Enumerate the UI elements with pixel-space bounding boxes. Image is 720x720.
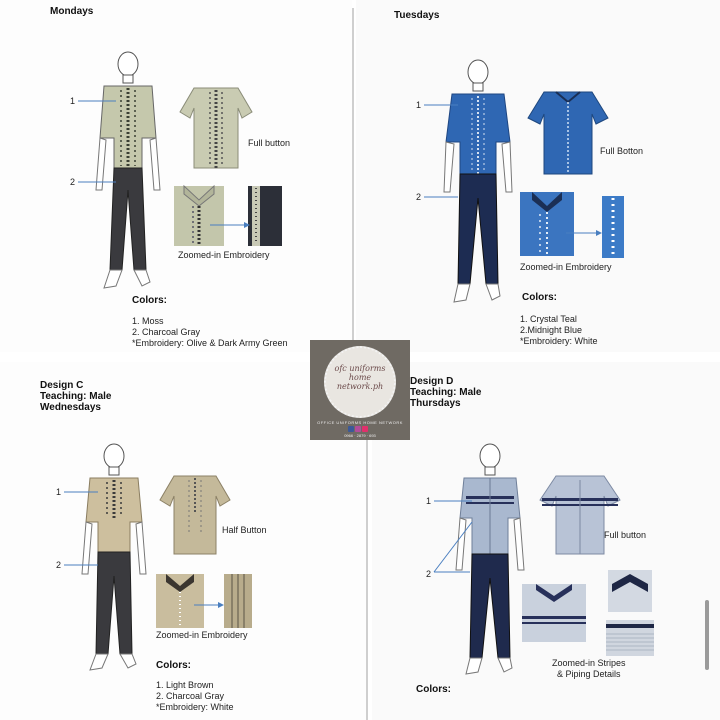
callout-line-2	[78, 180, 118, 184]
colors-list: 1. Crystal Teal 2.Midnight Blue *Embroidery: White	[520, 314, 598, 346]
zoom-arrow	[566, 230, 602, 236]
callout-line-2	[434, 522, 474, 576]
callout-1: 1	[416, 100, 422, 110]
colors-title: Colors:	[132, 295, 167, 306]
callout-line-1	[64, 490, 100, 494]
style-label: Full button	[604, 530, 647, 540]
callout-2: 2	[416, 192, 422, 202]
design-c-shirt-photo	[160, 472, 230, 554]
zoom-arrow	[210, 222, 250, 228]
colors-title: Colors:	[416, 684, 451, 695]
colors-title: Colors:	[522, 292, 557, 303]
style-label: Half Button	[222, 525, 267, 535]
callout-line-1	[78, 99, 118, 103]
colors-list: 1. Moss 2. Charcoal Gray *Embroidery: Olive & Dark Army Green	[132, 316, 288, 348]
callout-2: 2	[56, 560, 62, 570]
design-b-zoom-collar	[520, 192, 574, 256]
zoom-label: Zoomed-in Embroidery	[178, 250, 270, 260]
design-d-zoom-stripes	[606, 620, 654, 656]
logo-tagline: OFFICE UNIFORMS HOME NETWORK	[317, 420, 403, 425]
design-c-zoom-collar	[156, 574, 204, 628]
design-b-heading: Tuesdays	[394, 10, 440, 21]
callout-1: 1	[56, 487, 62, 497]
design-b-figure	[440, 58, 520, 308]
zoom-label: Zoomed-in Embroidery	[156, 630, 248, 640]
design-b-panel	[356, 0, 720, 352]
design-d-zoom-shirt	[522, 584, 586, 642]
colors-list: 1. Light Brown 2. Charcoal Gray *Embroidery: White	[156, 680, 234, 712]
design-b-zoom-embroidery	[602, 196, 624, 258]
instagram-icon	[362, 426, 368, 432]
zoom-arrow	[194, 602, 224, 608]
zoom-label: Zoomed-in Embroidery	[520, 262, 612, 272]
callout-2: 2	[426, 569, 432, 579]
design-b-shirt-photo	[528, 88, 608, 174]
design-a-zoom-collar	[174, 186, 224, 246]
logo-script: ofc uniforms home network.ph	[334, 364, 386, 391]
design-a-panel	[0, 0, 352, 352]
callout-line-2	[64, 563, 100, 567]
ofc-uniforms-logo	[310, 340, 410, 440]
divider-vertical-top	[352, 8, 354, 352]
design-d-heading: Design D Teaching: Male Thursdays	[410, 376, 482, 409]
messenger-icon	[355, 426, 361, 432]
design-d-zoom-collar	[608, 570, 652, 612]
logo-phone: 0966 · 2879 · 693	[344, 433, 376, 438]
design-c-figure	[76, 442, 156, 682]
design-c-heading: Design C Teaching: Male Wednesdays	[40, 380, 112, 413]
design-a-shirt-photo	[180, 84, 252, 168]
callout-line-1	[424, 103, 460, 107]
style-label: Full Botton	[600, 146, 644, 156]
design-a-zoom-embroidery	[248, 186, 282, 246]
scrollbar[interactable]	[705, 600, 709, 670]
colors-title: Colors:	[156, 660, 191, 671]
callout-1: 1	[70, 96, 76, 106]
callout-line-2	[424, 195, 460, 199]
zoom-label: Zoomed-in Stripes & Piping Details	[552, 658, 626, 679]
design-a-heading: Mondays	[50, 6, 94, 17]
callout-line-1	[434, 499, 474, 503]
design-a-figure	[90, 50, 170, 300]
design-d-shirt-photo	[540, 472, 620, 554]
facebook-icon	[348, 426, 354, 432]
style-label: Full button	[248, 138, 291, 148]
design-d-panel	[372, 362, 720, 720]
callout-2: 2	[70, 177, 76, 187]
callout-1: 1	[426, 496, 432, 506]
design-c-zoom-embroidery	[224, 574, 252, 628]
